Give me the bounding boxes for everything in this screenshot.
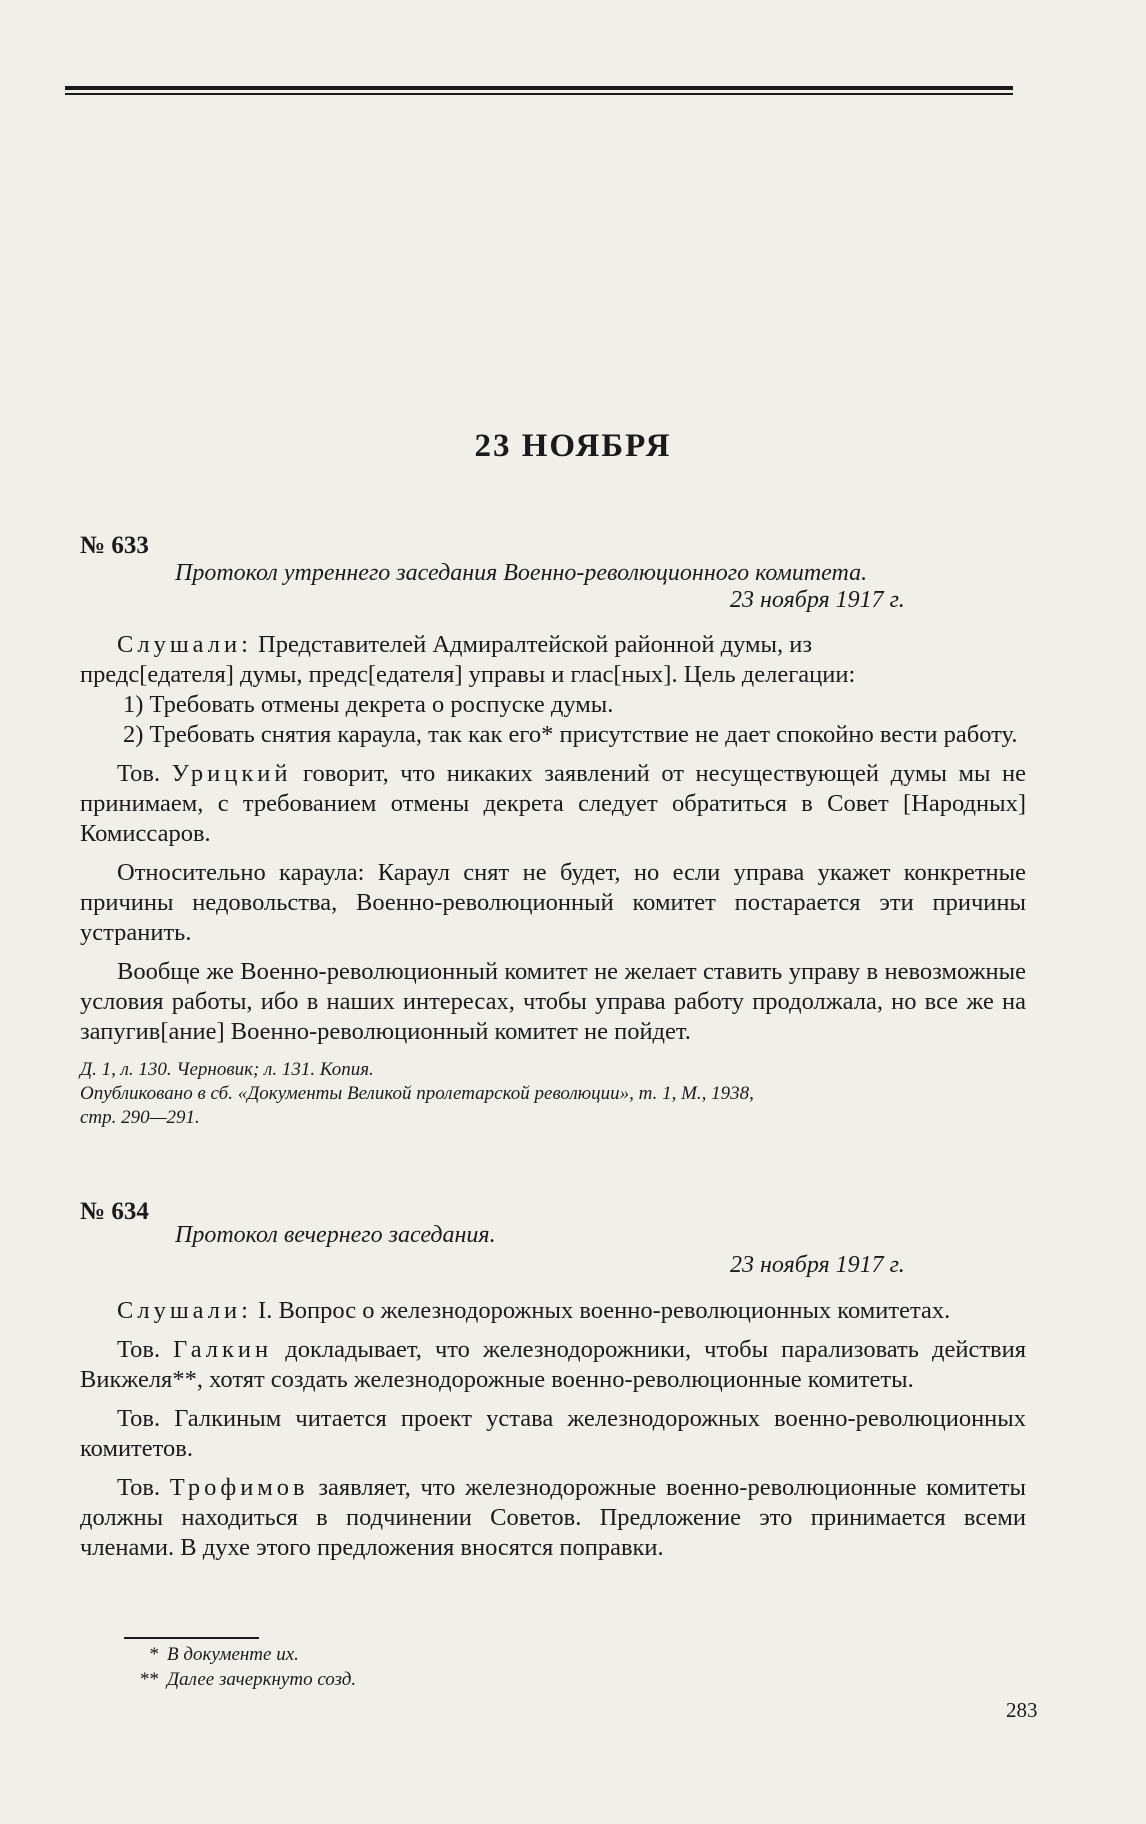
doc-633-paragraph-1 [80,630,1026,660]
date-heading: 23 НОЯБРЯ [474,428,672,464]
archive-line: Д. 1, л. 130. Черновик; л. 131. Копия. [80,1059,374,1080]
archive-line: Опубликовано в сб. «Документы Великой пролетарской революции», т. 1, М., 1938, [80,1083,754,1104]
listened-label: Слушали: [117,1297,252,1324]
doc-633-item-1: 1) Требовать отмены декрета о роспуске думы. [123,691,614,718]
comrade-prefix: Тов. [117,1474,161,1501]
doc-633-paragraph-2 [80,759,1026,849]
doc-633-item-2 [80,720,1026,750]
doc-634-title: Протокол вечернего заседания. [175,1222,496,1248]
item-text: 2) Требовать снятия караула, так как его* присутствие не дает спокойно вести работу. [123,721,1018,748]
person-name: Урицкий [171,760,292,787]
header-rule-thin [65,93,1013,95]
doc-634-paragraph-2 [80,1335,1026,1395]
doc-634-paragraph-1 [80,1296,1026,1326]
paragraph-text: заявляет, что железнодорожные военно-революционные комитеты должны находиться в подчинении Советов. Предложение это принимается всеми членами. В духе этого предложения вносятся поправки. [80,1474,1026,1561]
comrade-prefix: Тов. [117,760,161,787]
footnote-mark: ** [140,1669,159,1690]
doc-633-date: 23 ноября 1917 г. [730,587,905,613]
listened-label: Слушали: [117,631,252,658]
doc-634-paragraph-3: Тов. Галкиным читается проект устава железнодорожных военно-революционных комитетов. [80,1405,1026,1462]
doc-634-date: 23 ноября 1917 г. [730,1252,905,1278]
comrade-prefix: Тов. [117,1336,161,1363]
footnote-text: В документе их. [167,1644,299,1665]
doc-633-paragraph-1-cont: предс[едателя] думы, предс[едателя] управы и глас[ных]. Цель делегации: [80,661,856,688]
doc-633-title: Протокол утреннего заседания Военно-революционного комитета. [175,560,868,586]
footnote-mark: * [149,1644,159,1665]
person-name: Трофимов [169,1474,309,1501]
paragraph-text: Представителей Адмиралтейской районной думы, из [258,631,813,658]
archive-line: стр. 290—291. [80,1107,200,1128]
footnotes [124,1642,356,1692]
header-rule-thick [65,86,1013,90]
person-name: Галкин [173,1336,273,1363]
page-number: 283 [1006,1698,1038,1722]
footnote-item [124,1667,356,1692]
doc-633-paragraph-3: Относительно караула: Караул снят не будет, но если управа укажет конкретные причины недовольства, Военно-революционный комитет постарается эти причины устранить. [80,859,1026,946]
doc-634-paragraph-4 [80,1473,1026,1563]
footnote-text: Далее зачеркнуто созд. [167,1669,357,1690]
doc-634-number: № 634 [80,1198,149,1225]
paragraph-text: говорит, что никаких заявлений от несуществующей думы мы не принимаем, с требованием отмены декрета следует обратиться в Совет [Народных] Комиссаров. [80,760,1027,847]
doc-633-body [80,630,1026,1056]
footnote-item [124,1642,356,1667]
doc-633-paragraph-4: Вообще же Военно-революционный комитет не желает ставить управу в невозможные условия работы, ибо в наших интересах, чтобы управа работу продолжала, но все же на запугив[ание] Военно-революционный комитет не пойдет. [80,958,1026,1045]
doc-633-archive-note [80,1058,1026,1130]
paragraph-text: докладывает, что железнодорожники, чтобы парализовать действия Викжеля**, хотят создать железнодорожные военно-революционные комитеты. [80,1336,1026,1393]
doc-633-number: № 633 [80,532,149,559]
paragraph-text: I. Вопрос о железнодорожных военно-революционных комитетах. [258,1297,951,1324]
footnote-rule [124,1637,259,1639]
doc-634-body [80,1296,1026,1572]
